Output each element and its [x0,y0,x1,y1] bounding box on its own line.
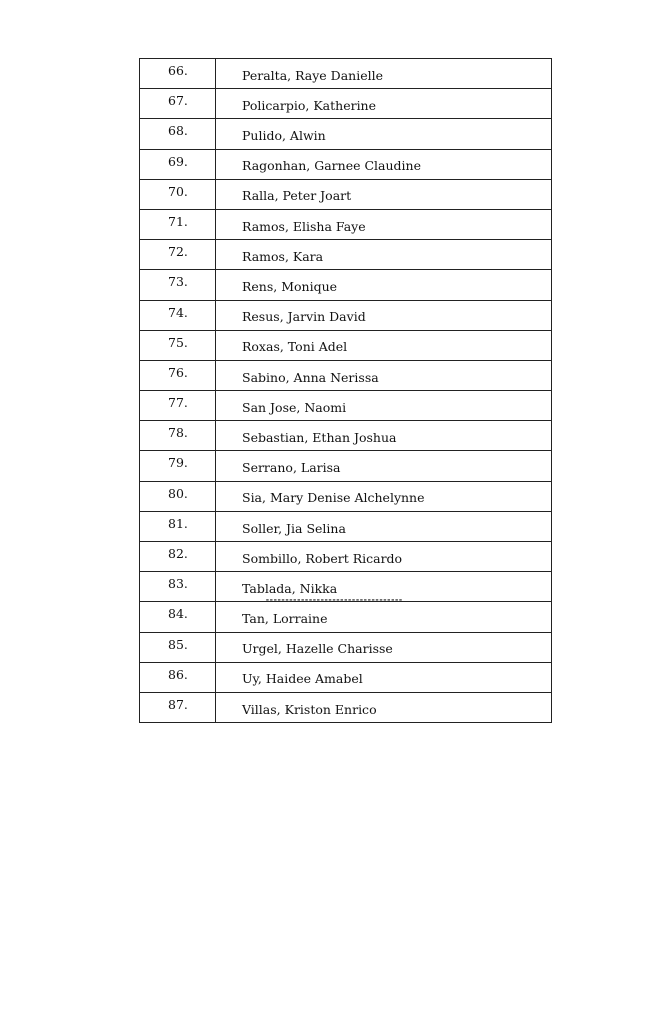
row-number: 77. [140,391,216,421]
table-row [140,451,552,481]
row-number: 86. [140,662,216,692]
table-row [140,542,552,572]
student-name: Sebastian, Ethan Joshua [216,421,552,451]
table-row [140,421,552,451]
table-row [140,179,552,209]
table-row [140,662,552,692]
table-row [140,632,552,662]
table-row [140,391,552,421]
table-row [140,602,552,632]
student-name: Ramos, Elisha Faye [216,209,552,239]
name-list-body [140,59,552,723]
student-name: Urgel, Hazelle Charisse [216,632,552,662]
table-row [140,89,552,119]
student-name: Sombillo, Robert Ricardo [216,542,552,572]
student-name: San Jose, Naomi [216,391,552,421]
table-row [140,270,552,300]
table-row [140,330,552,360]
row-number: 75. [140,330,216,360]
table-row [140,481,552,511]
row-number: 79. [140,451,216,481]
student-name: Pulido, Alwin [216,119,552,149]
row-number: 74. [140,300,216,330]
student-name: Ramos, Kara [216,240,552,270]
row-number: 83. [140,572,216,602]
student-name: Policarpio, Katherine [216,89,552,119]
end-of-list-marker: ----------------------------------- [265,595,403,604]
table-row [140,209,552,239]
row-number: 87. [140,692,216,722]
table-row [140,119,552,149]
student-name: Serrano, Larisa [216,451,552,481]
table-row [140,59,552,89]
student-name: Soller, Jia Selina [216,511,552,541]
table-row [140,360,552,390]
student-name: Peralta, Raye Danielle [216,59,552,89]
table-row [140,692,552,722]
row-number: 80. [140,481,216,511]
student-name: Tan, Lorraine [216,602,552,632]
row-number: 68. [140,119,216,149]
student-name: Sia, Mary Denise Alchelynne [216,481,552,511]
row-number: 70. [140,179,216,209]
row-number: 81. [140,511,216,541]
row-number: 69. [140,149,216,179]
student-name: Roxas, Toni Adel [216,330,552,360]
row-number: 73. [140,270,216,300]
row-number: 66. [140,59,216,89]
row-number: 67. [140,89,216,119]
table-row [140,511,552,541]
student-name: Resus, Jarvin David [216,300,552,330]
row-number: 78. [140,421,216,451]
table-row [140,240,552,270]
student-name: Ragonhan, Garnee Claudine [216,149,552,179]
row-number: 85. [140,632,216,662]
student-name: Sabino, Anna Nerissa [216,360,552,390]
student-name: Villas, Kriston Enrico [216,692,552,722]
row-number: 76. [140,360,216,390]
name-list-table [139,58,552,723]
table-row [140,149,552,179]
student-name: Tablada, Nikka [216,572,552,602]
row-number: 71. [140,209,216,239]
row-number: 82. [140,542,216,572]
row-number: 84. [140,602,216,632]
student-name: Ralla, Peter Joart [216,179,552,209]
student-name: Uy, Haidee Amabel [216,662,552,692]
row-number: 72. [140,240,216,270]
table-row [140,300,552,330]
student-name: Rens, Monique [216,270,552,300]
